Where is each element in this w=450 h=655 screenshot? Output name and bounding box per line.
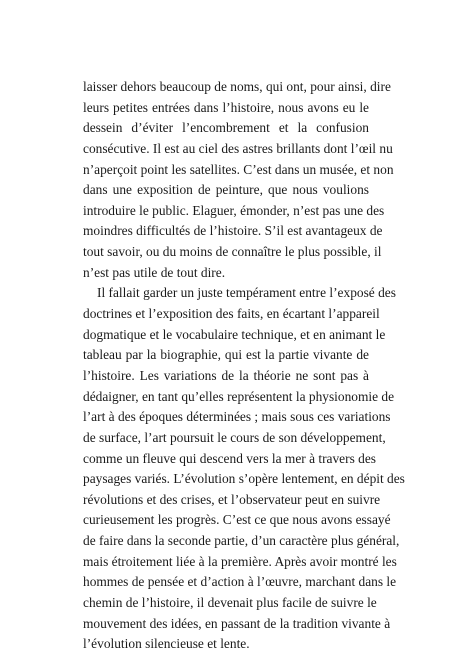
text-line: dédaigner, en tant qu’elles représentent la physionomie de	[83, 388, 395, 404]
text-line: tableau par la biographie, qui est la partie vivante de	[83, 347, 369, 363]
text-line: dessein d’éviter l’encombrement et la confusion	[83, 120, 369, 136]
text-line: laisser dehors beaucoup de noms, qui ont, pour ainsi, dire	[83, 79, 391, 94]
text-line: l’art à des époques déterminées ; mais sous ces variations	[83, 409, 391, 425]
text-line: hommes de pensée et d’action à l’œuvre, marchant dans le	[83, 574, 397, 590]
text-line: chemin de l’histoire, il devenait plus facile de suivre le	[83, 595, 377, 611]
text-line: tout savoir, ou du moins de connaître le plus possible, il	[83, 244, 382, 260]
text-line: de faire dans la seconde partie, d’un caractère plus général,	[83, 533, 400, 549]
paragraph-1	[83, 77, 394, 283]
text-line: Il fallait garder un juste tempérament entre l’exposé des	[97, 285, 396, 301]
text-line: de surface, l’art poursuit le cours de son développement,	[83, 429, 386, 445]
text-line: n’aperçoit point les satellites. C’est dans un musée, et non	[83, 161, 394, 177]
paragraph-2	[83, 283, 405, 655]
text-line: l’histoire. Les variations de la théorie ne sont pas à	[83, 367, 369, 383]
text-line: consécutive. Il est au ciel des astres brillants dont l’œil nu	[83, 140, 393, 156]
text-line: révolutions et des crises, et l’observateur peut en suivre	[83, 491, 381, 507]
body-text	[83, 77, 405, 655]
text-line: paysages variés. L’évolution s’opère lentement, en dépit des	[83, 471, 405, 487]
text-line: mais étroitement liée à la première. Après avoir montré les	[83, 553, 397, 569]
text-line: doctrines et l’exposition des faits, en écartant l’appareil	[83, 306, 380, 322]
text-line: leurs petites entrées dans l’histoire, nous avons eu le	[83, 99, 369, 115]
text-line: dogmatique et le vocabulaire technique, et en animant le	[83, 326, 386, 342]
text-line: comme un fleuve qui descend vers la mer à travers des	[83, 450, 376, 466]
text-line: dans une exposition de peinture, que nous voulions	[83, 182, 369, 198]
text-line: mouvement des idées, en passant de la tradition vivante à	[83, 615, 391, 631]
text-line: curieusement les progrès. C’est ce que nous avons essayé	[83, 512, 391, 528]
text-line: moindres difficultés de l’histoire. S’il est avantageux de	[83, 223, 383, 239]
text-line: n’est pas utile de tout dire.	[83, 264, 226, 280]
text-line: l’évolution silencieuse et lente.	[83, 636, 250, 652]
text-line: introduire le public. Elaguer, émonder, n’est pas une des	[83, 202, 385, 218]
